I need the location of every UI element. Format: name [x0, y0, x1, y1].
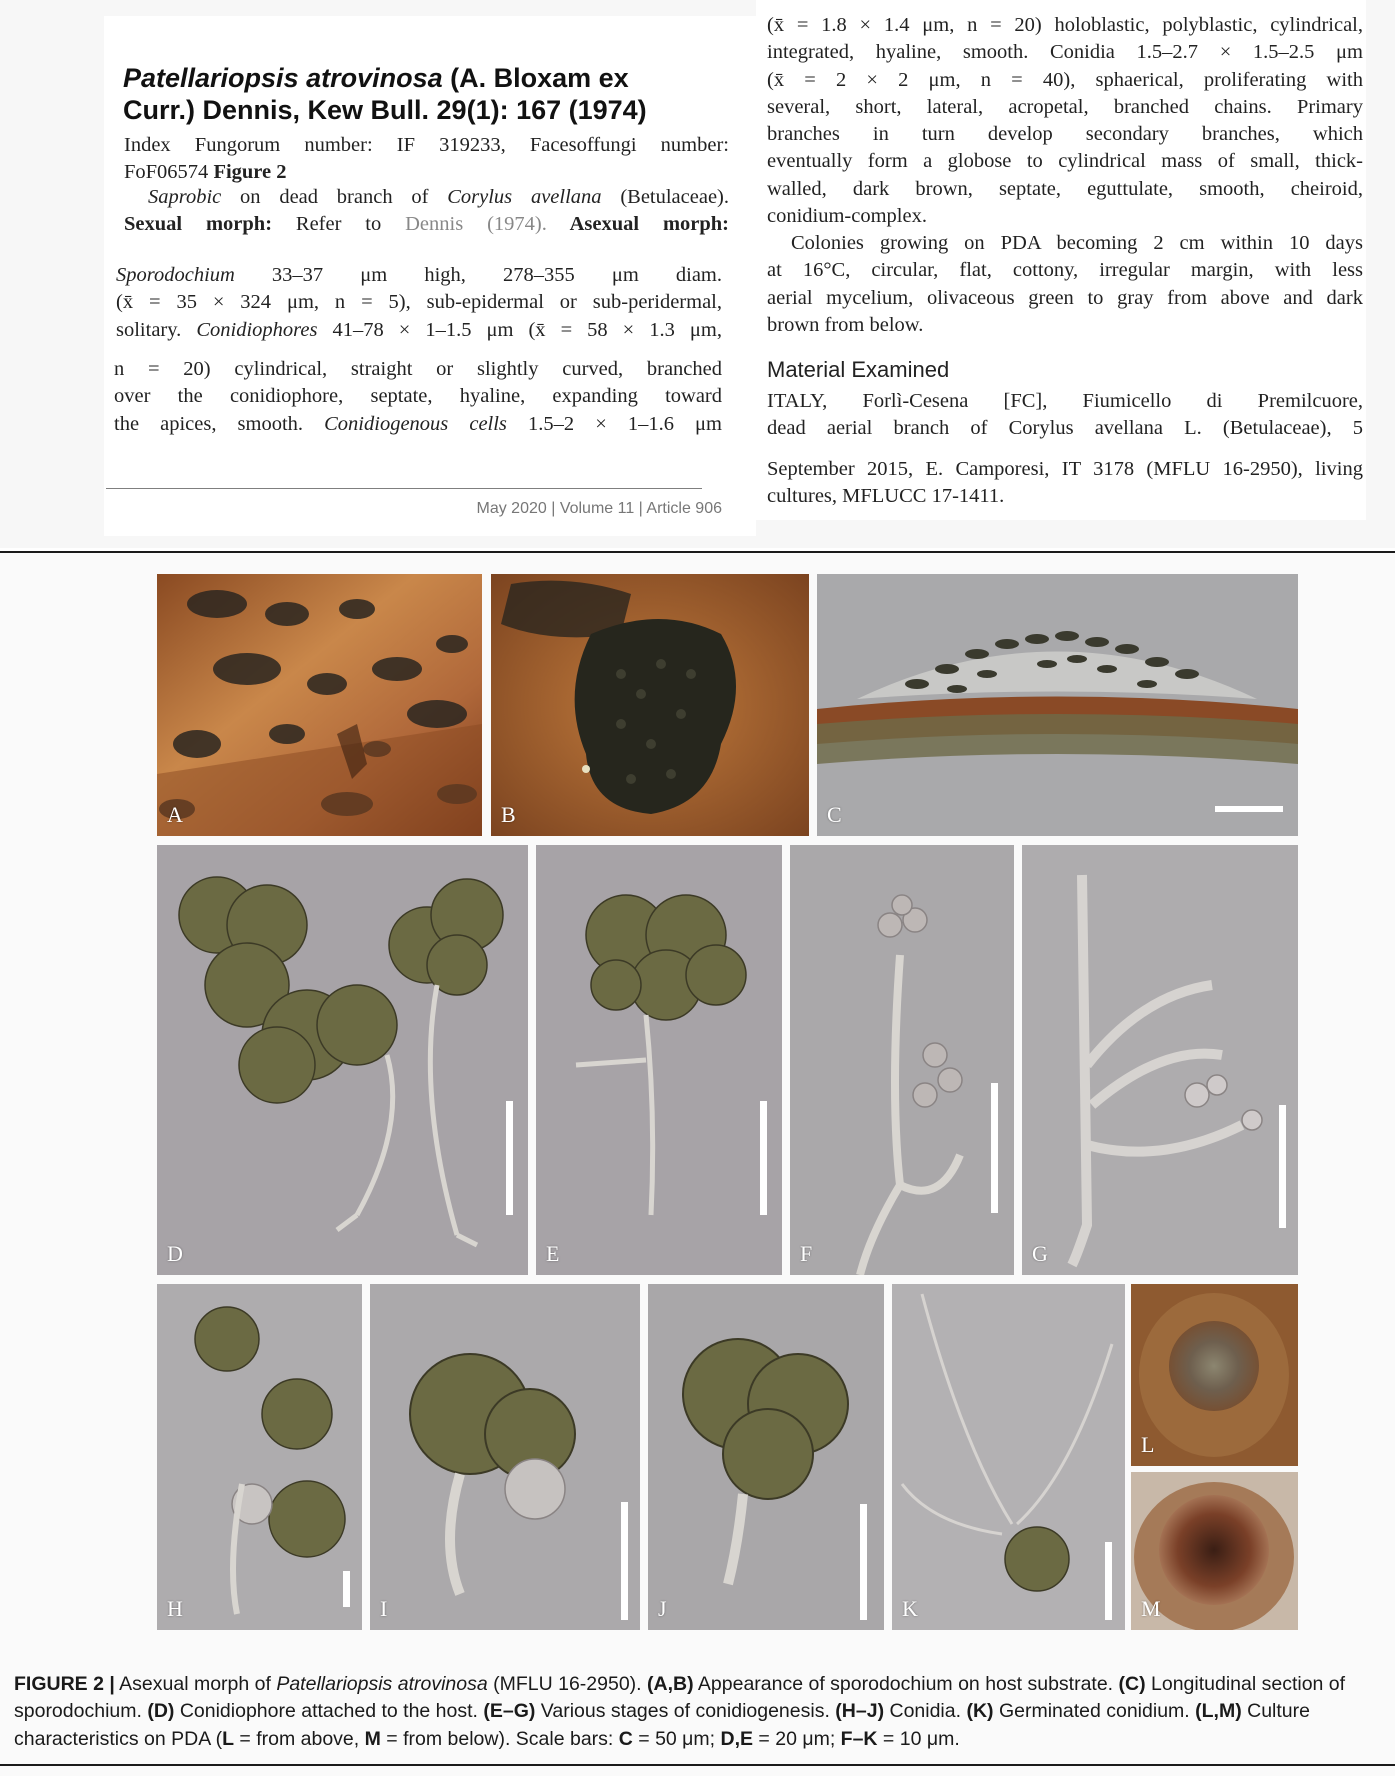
caption-text: = from below). Scale bars: — [380, 1727, 619, 1750]
figure-ref: Figure 2 — [213, 161, 287, 184]
caption-panel-ref: (K) — [966, 1700, 994, 1723]
caption-text: Various stages of conidiogenesis. — [535, 1700, 836, 1723]
caption-text: = 10 μm. — [877, 1727, 960, 1750]
spor-line-1 — [116, 262, 722, 289]
title-authority: (A. Bloxam ex — [442, 63, 629, 93]
panel-label: D — [167, 1241, 183, 1266]
scale-bar — [760, 1101, 767, 1215]
right-line: integrated, hyaline, smooth. Conidia 1.5–2.7 × 1.5–2.5 μm — [767, 41, 1363, 64]
germinated-conidium-micrograph — [892, 1284, 1125, 1630]
figure-2 — [0, 553, 1395, 1776]
right-line: conidium-complex. — [767, 205, 927, 228]
sexual-morph-label: Sexual morph: — [124, 213, 273, 236]
figure-label: FIGURE 2 | — [14, 1673, 115, 1695]
right-line: several, short, lateral, acropetal, branched chains. Primary — [767, 95, 1363, 118]
caption-text: Longitudinal section of sporodochium. — [14, 1673, 1346, 1723]
saprobic-term: Saprobic — [148, 186, 222, 208]
caption-text: = 50 μm; — [632, 1727, 721, 1750]
conidiophores-term: Conidiophores — [196, 318, 318, 341]
panel-a — [157, 574, 482, 836]
scale-bar — [991, 1083, 998, 1213]
panel-label: E — [546, 1241, 560, 1266]
host-family: (Betulaceae). — [601, 186, 729, 208]
scale-bar — [860, 1504, 867, 1620]
sporodochium-term: Sporodochium — [116, 264, 235, 286]
scale-bar — [343, 1571, 350, 1607]
conidia-micrograph — [370, 1284, 640, 1630]
scale-bar — [621, 1502, 628, 1620]
caption-text: Conidia. — [884, 1700, 967, 1723]
material-line: dead aerial branch of Corylus avellana L. (Betulaceae), 5 — [767, 417, 1363, 440]
panel-b — [491, 574, 809, 836]
material-line: ITALY, Forlì-Cesena [FC], Fiumicello di Premilcuore, — [767, 390, 1363, 412]
figure-caption — [14, 1671, 1384, 1753]
conidiophore-micrograph — [157, 845, 528, 1275]
right-line: (x̄ = 2 × 2 μm, n = 40), sphaerical, proliferating with — [767, 68, 1363, 91]
caption-species: Patellariopsis atrovinosa — [276, 1673, 488, 1695]
apices-text: the apices, smooth. — [114, 412, 325, 435]
bottom-rule — [0, 1764, 1395, 1766]
page-footer: May 2020 | Volume 11 | Article 906 — [476, 500, 722, 517]
colonies-line: Colonies growing on PDA becoming 2 cm within 10 days — [791, 232, 1363, 254]
panel-label: I — [380, 1596, 388, 1621]
caption-panel-ref: (H–J) — [835, 1700, 885, 1723]
scale-bar — [1105, 1542, 1112, 1620]
cond-line-3 — [114, 411, 722, 438]
host-name: Corylus avellana — [447, 186, 602, 208]
right-column — [756, 0, 1366, 520]
colonies-line: brown from below. — [767, 313, 924, 336]
right-line: eventually form a globose to cylindrical mass of small, thick- — [767, 150, 1363, 173]
caption-panel-ref: D,E — [720, 1727, 754, 1750]
spor-line-3 — [116, 317, 722, 344]
panel-label: F — [800, 1241, 813, 1266]
panel-label: H — [167, 1596, 183, 1621]
conidiogenesis-micrograph — [536, 845, 782, 1275]
solitary-text: solitary. — [116, 318, 197, 341]
cond-line-1: n = 20) cylindrical, straight or slightly curved, branched — [114, 358, 722, 380]
panel-m — [1131, 1472, 1298, 1630]
panel-f — [790, 845, 1014, 1275]
colonies-line: at 16°C, circular, flat, cottony, irregular margin, with less — [767, 259, 1363, 282]
panel-g — [1022, 845, 1298, 1275]
panel-label: C — [827, 802, 842, 827]
saprobic-line — [124, 184, 729, 211]
caption-panel-ref: F–K — [840, 1727, 878, 1750]
index-line: Index Fungorum number: IF 319233, Facesoffungi number: — [124, 134, 729, 156]
panel-j — [648, 1284, 884, 1630]
section-micrograph — [817, 574, 1298, 836]
species-title — [123, 62, 743, 126]
caption-text: = 20 μm; — [753, 1727, 841, 1750]
left-column — [104, 16, 756, 536]
footer-rule — [106, 488, 702, 489]
panel-label: G — [1032, 1241, 1048, 1266]
caption-panel-ref: (A,B) — [647, 1673, 694, 1695]
panel-label: L — [1141, 1432, 1155, 1457]
sporodochium-closeup — [491, 574, 809, 836]
article-page — [0, 0, 1395, 548]
fof-number: FoF06574 — [124, 161, 214, 184]
caption-panel-ref: (C) — [1118, 1673, 1146, 1695]
conidiophores-measure: 41–78 × 1–1.5 μm (x̄ = 58 × 1.3 μm, — [317, 318, 722, 341]
caption-text: = from above, — [234, 1727, 365, 1750]
species-name: Patellariopsis atrovinosa — [123, 63, 443, 93]
scale-bar — [1279, 1105, 1286, 1228]
sexual-morph-text: Refer to — [272, 213, 406, 236]
saprobic-text: on dead branch of — [221, 186, 448, 208]
caption-panel-ref: L — [222, 1727, 234, 1750]
caption-panel-ref: (L,M) — [1195, 1700, 1242, 1723]
scale-bar — [1215, 806, 1283, 812]
panel-i — [370, 1284, 640, 1630]
panel-l — [1131, 1284, 1298, 1466]
caption-panel-ref: (E–G) — [483, 1700, 536, 1723]
spor-measure: 33–37 μm high, 278–355 μm diam. — [234, 264, 722, 286]
cond-line-2: over the conidiophore, septate, hyaline, expanding toward — [114, 385, 722, 408]
saprobic-paragraph — [124, 184, 729, 239]
panel-e — [536, 845, 782, 1275]
colonies-line: aerial mycelium, olivaceous green to gray from above and dark — [767, 286, 1363, 309]
panel-k — [892, 1284, 1125, 1630]
conidia-micrograph — [648, 1284, 884, 1630]
caption-text: (MFLU 16-2950). — [487, 1673, 647, 1695]
right-line: walled, dark brown, septate, eguttulate, smooth, cheiroid, — [767, 177, 1363, 200]
panel-d — [157, 845, 528, 1275]
caption-panel-ref: (D) — [147, 1700, 175, 1723]
scale-bar — [506, 1101, 513, 1215]
material-line: September 2015, E. Camporesi, IT 3178 (MFLU 16-2950), living — [767, 457, 1363, 480]
material-line: cultures, MFLUCC 17-1411. — [767, 484, 1005, 507]
conidiogenesis-micrograph — [790, 845, 1014, 1275]
panel-h — [157, 1284, 362, 1630]
asexual-morph-label: Asexual morph: — [546, 213, 730, 236]
title-citation: Curr.) Dennis, Kew Bull. 29(1): 167 (1974) — [123, 95, 647, 125]
substrate-photo — [157, 574, 482, 836]
morph-line — [124, 211, 729, 238]
material-heading: Material Examined — [767, 357, 950, 382]
conidia-micrograph — [157, 1284, 362, 1630]
caption-text: Asexual morph of — [114, 1673, 277, 1695]
conidiogenous-measure: 1.5–2 × 1–1.6 μm — [506, 412, 722, 435]
conidia-paragraph — [767, 12, 1363, 230]
caption-text: Appearance of sporodochium on host substrate. — [693, 1673, 1119, 1695]
sporodochium-paragraph — [116, 262, 722, 344]
conidiogenous-term: Conidiogenous cells — [324, 412, 507, 435]
colonies-paragraph — [767, 230, 1363, 339]
spor-line-2: (x̄ = 35 × 324 μm, n = 5), sub-epidermal or sub-peridermal, — [116, 291, 722, 314]
culture-from-above — [1131, 1284, 1298, 1466]
panel-label: B — [501, 802, 516, 827]
panel-label: M — [1141, 1596, 1161, 1621]
panel-label: K — [902, 1596, 918, 1621]
conidiophore-paragraph — [114, 356, 722, 438]
material-paragraph — [767, 388, 1363, 510]
conidiogenesis-micrograph — [1022, 845, 1298, 1275]
right-line: (x̄ = 1.8 × 1.4 μm, n = 20) holoblastic, polyblastic, cylindrical, — [767, 14, 1363, 36]
panel-label: A — [167, 802, 183, 827]
index-paragraph — [124, 132, 729, 187]
right-line: branches in turn develop secondary branches, which — [767, 123, 1363, 146]
caption-panel-ref: C — [618, 1727, 633, 1750]
panel-c — [817, 574, 1298, 836]
dennis-reference-link[interactable]: Dennis (1974). — [405, 213, 547, 236]
caption-panel-ref: M — [364, 1727, 381, 1750]
caption-text: Culture characteristics on PDA ( — [14, 1700, 1310, 1750]
panel-label: J — [658, 1596, 667, 1621]
caption-text: Conidiophore attached to the host. — [174, 1700, 484, 1723]
caption-text: Germinated conidium. — [993, 1700, 1196, 1723]
